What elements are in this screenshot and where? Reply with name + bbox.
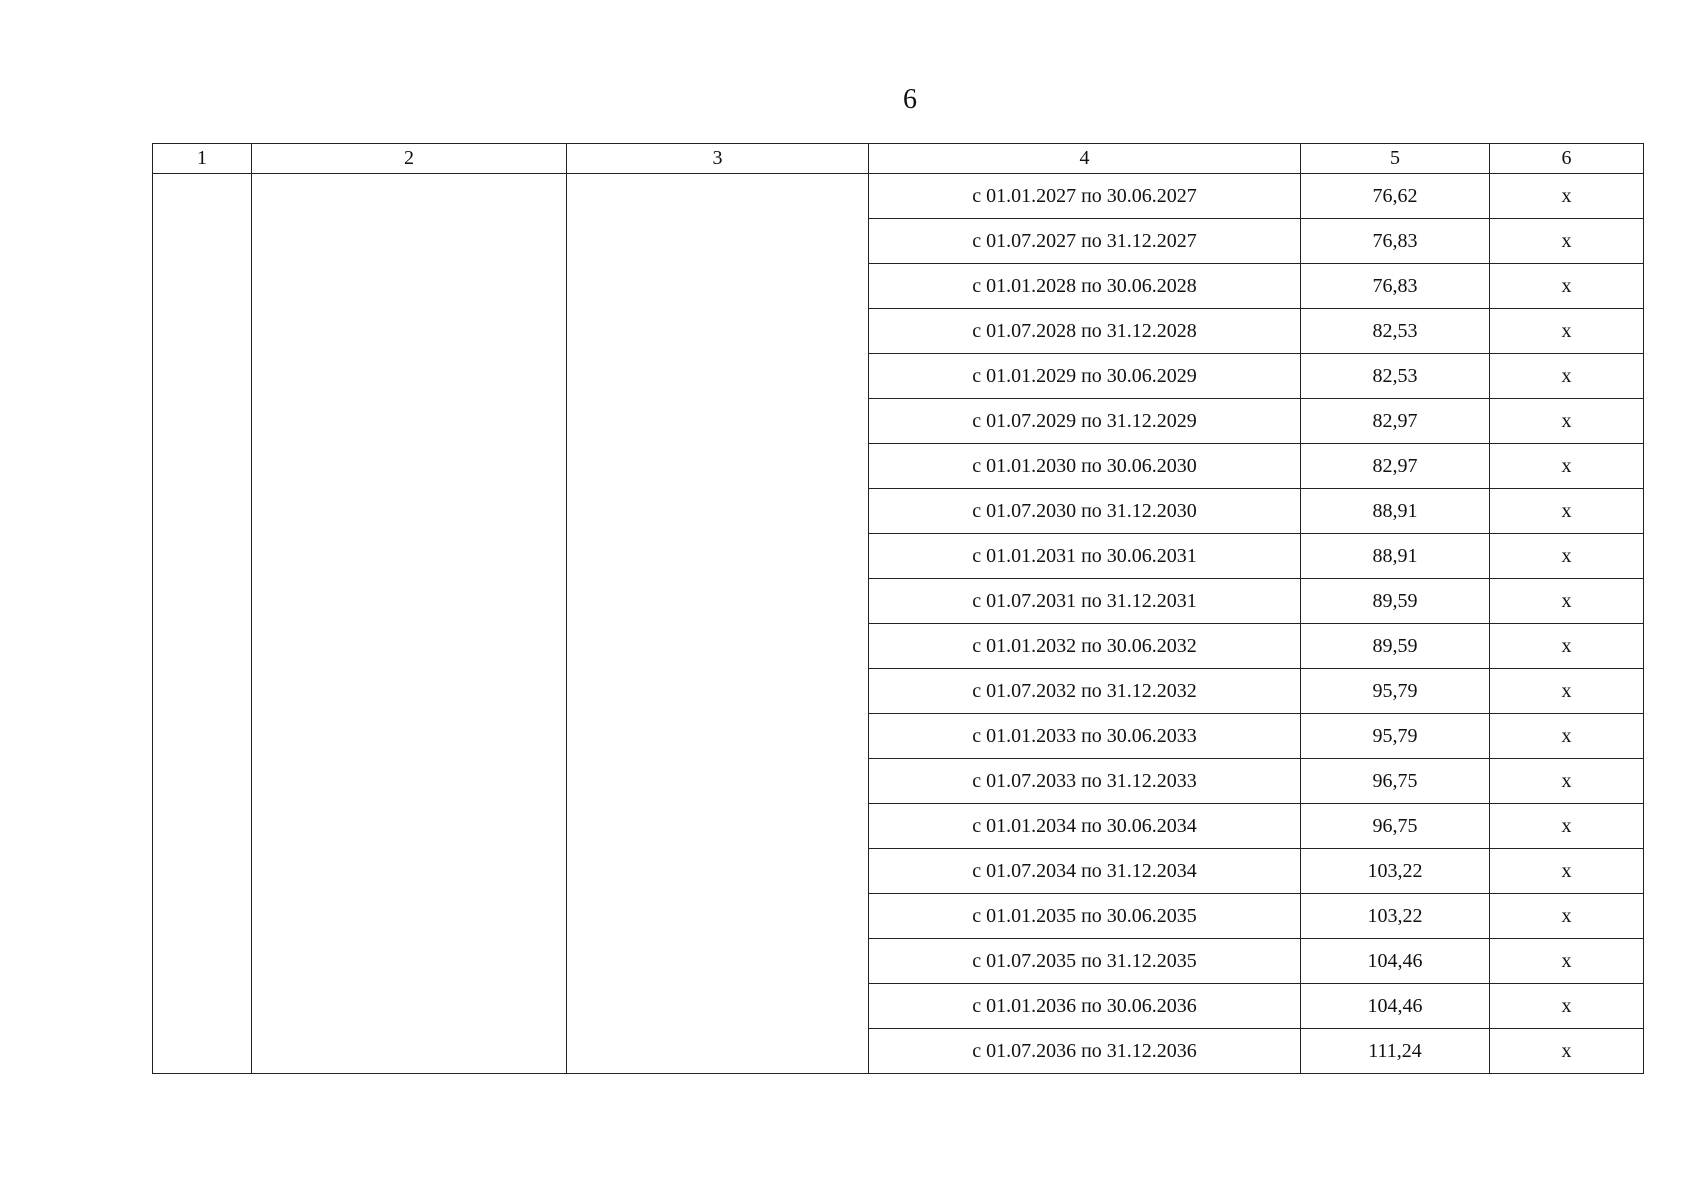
column-header-5: 5 — [1301, 144, 1490, 174]
period-cell: с 01.07.2027 по 31.12.2027 — [869, 219, 1301, 264]
value-cell: 82,53 — [1301, 354, 1490, 399]
period-cell: с 01.07.2033 по 31.12.2033 — [869, 759, 1301, 804]
mark-cell: x — [1490, 849, 1644, 894]
mark-cell: x — [1490, 354, 1644, 399]
merged-empty-cell-col-3 — [567, 174, 869, 1074]
mark-cell: x — [1490, 309, 1644, 354]
period-cell: с 01.01.2036 по 30.06.2036 — [869, 984, 1301, 1029]
value-cell: 104,46 — [1301, 984, 1490, 1029]
period-cell: с 01.01.2035 по 30.06.2035 — [869, 894, 1301, 939]
mark-cell: x — [1490, 264, 1644, 309]
column-header-2: 2 — [252, 144, 567, 174]
value-cell: 104,46 — [1301, 939, 1490, 984]
mark-cell: x — [1490, 804, 1644, 849]
table-row — [153, 174, 1644, 219]
mark-cell: x — [1490, 444, 1644, 489]
period-cell: с 01.07.2028 по 31.12.2028 — [869, 309, 1301, 354]
mark-cell: x — [1490, 624, 1644, 669]
period-cell: с 01.01.2029 по 30.06.2029 — [869, 354, 1301, 399]
period-cell: с 01.01.2028 по 30.06.2028 — [869, 264, 1301, 309]
period-cell: с 01.07.2032 по 31.12.2032 — [869, 669, 1301, 714]
mark-cell: x — [1490, 894, 1644, 939]
value-cell: 82,53 — [1301, 309, 1490, 354]
value-cell: 96,75 — [1301, 804, 1490, 849]
value-cell: 76,83 — [1301, 264, 1490, 309]
tariff-table — [152, 143, 1644, 1074]
period-cell: с 01.07.2035 по 31.12.2035 — [869, 939, 1301, 984]
mark-cell: x — [1490, 939, 1644, 984]
value-cell: 95,79 — [1301, 669, 1490, 714]
mark-cell: x — [1490, 534, 1644, 579]
value-cell: 103,22 — [1301, 894, 1490, 939]
mark-cell: x — [1490, 399, 1644, 444]
period-cell: с 01.01.2031 по 30.06.2031 — [869, 534, 1301, 579]
value-cell: 88,91 — [1301, 489, 1490, 534]
period-cell: с 01.01.2030 по 30.06.2030 — [869, 444, 1301, 489]
value-cell: 103,22 — [1301, 849, 1490, 894]
value-cell: 96,75 — [1301, 759, 1490, 804]
period-cell: с 01.01.2033 по 30.06.2033 — [869, 714, 1301, 759]
merged-empty-cell-col-2 — [252, 174, 567, 1074]
period-cell: с 01.07.2029 по 31.12.2029 — [869, 399, 1301, 444]
mark-cell: x — [1490, 579, 1644, 624]
mark-cell: x — [1490, 669, 1644, 714]
value-cell: 76,83 — [1301, 219, 1490, 264]
mark-cell: x — [1490, 714, 1644, 759]
mark-cell: x — [1490, 174, 1644, 219]
page-number: 6 — [903, 84, 917, 115]
header-row — [153, 144, 1644, 174]
value-cell: 82,97 — [1301, 444, 1490, 489]
value-cell: 76,62 — [1301, 174, 1490, 219]
column-header-1: 1 — [153, 144, 252, 174]
period-cell: с 01.01.2034 по 30.06.2034 — [869, 804, 1301, 849]
mark-cell: x — [1490, 1029, 1644, 1074]
table-body — [153, 174, 1644, 1074]
mark-cell: x — [1490, 984, 1644, 1029]
period-cell: с 01.01.2032 по 30.06.2032 — [869, 624, 1301, 669]
value-cell: 89,59 — [1301, 624, 1490, 669]
column-header-4: 4 — [869, 144, 1301, 174]
mark-cell: x — [1490, 219, 1644, 264]
value-cell: 95,79 — [1301, 714, 1490, 759]
period-cell: с 01.01.2027 по 30.06.2027 — [869, 174, 1301, 219]
column-header-3: 3 — [567, 144, 869, 174]
mark-cell: x — [1490, 759, 1644, 804]
value-cell: 111,24 — [1301, 1029, 1490, 1074]
period-cell: с 01.07.2034 по 31.12.2034 — [869, 849, 1301, 894]
column-header-6: 6 — [1490, 144, 1644, 174]
value-cell: 82,97 — [1301, 399, 1490, 444]
merged-empty-cell-col-1 — [153, 174, 252, 1074]
period-cell: с 01.07.2030 по 31.12.2030 — [869, 489, 1301, 534]
mark-cell: x — [1490, 489, 1644, 534]
period-cell: с 01.07.2031 по 31.12.2031 — [869, 579, 1301, 624]
period-cell: с 01.07.2036 по 31.12.2036 — [869, 1029, 1301, 1074]
value-cell: 88,91 — [1301, 534, 1490, 579]
value-cell: 89,59 — [1301, 579, 1490, 624]
